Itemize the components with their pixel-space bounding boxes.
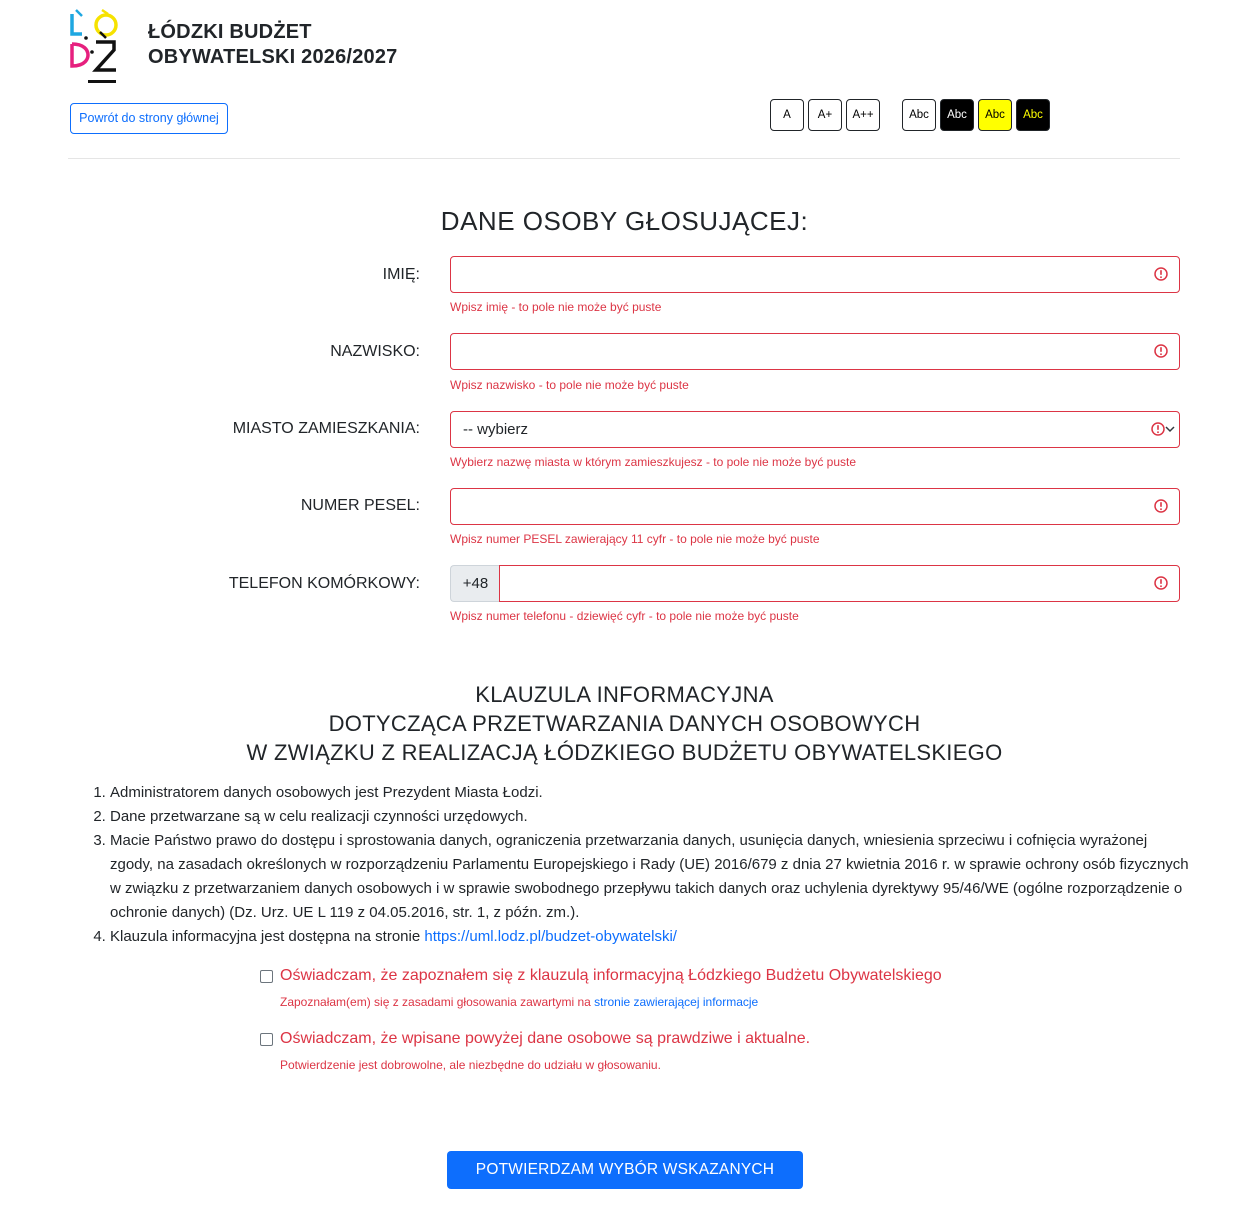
phone-field bbox=[499, 565, 1180, 602]
error-icon bbox=[1154, 576, 1168, 590]
city-error: Wybierz nazwę miasta w którym zamieszkujesz - to pole nie może być puste bbox=[450, 455, 857, 469]
pesel-input[interactable] bbox=[451, 489, 1179, 524]
first-name-input[interactable] bbox=[451, 257, 1179, 292]
chevron-down-icon bbox=[1165, 424, 1175, 434]
clause-link[interactable]: https://uml.lodz.pl/budzet-obywatelski/ bbox=[424, 928, 677, 945]
consent-data-help: Potwierdzenie jest dobrowolne, ale niezbędne do udziału w głosowaniu. bbox=[280, 1058, 661, 1072]
contrast-black-white-button[interactable]: Abc bbox=[940, 99, 974, 131]
consent-clause-help-text: Zapoznałam(em) się z zasadami głosowania zawartymi na bbox=[280, 995, 591, 1009]
error-icon bbox=[1151, 422, 1165, 436]
city-select[interactable] bbox=[450, 411, 1180, 448]
consent-data-label[interactable]: Oświadczam, że wpisane powyżej dane osobowe są prawdziwe i aktualne. bbox=[280, 1030, 811, 1047]
lodz-logo bbox=[66, 8, 122, 88]
pesel-label: NUMER PESEL: bbox=[300, 497, 420, 514]
clause-list bbox=[92, 781, 1190, 949]
first-name-error: Wpisz imię - to pole nie może być puste bbox=[450, 300, 662, 314]
clause-item-4-text: Klauzula informacyjna jest dostępna na stronie bbox=[110, 928, 421, 945]
last-name-input[interactable] bbox=[451, 334, 1179, 369]
font-size-large-button[interactable]: A+ bbox=[808, 99, 842, 131]
contrast-yellow-black-button[interactable]: Abc bbox=[978, 99, 1012, 131]
font-size-xlarge-button[interactable]: A++ bbox=[846, 99, 880, 131]
font-size-normal-button[interactable]: A bbox=[770, 99, 804, 131]
phone-input[interactable] bbox=[500, 566, 1179, 601]
pesel-error: Wpisz numer PESEL zawierający 11 cyfr - to pole nie może być puste bbox=[450, 532, 820, 546]
first-name-label: IMIĘ: bbox=[382, 266, 420, 283]
consent-data-checkbox[interactable] bbox=[260, 1033, 273, 1046]
clause-item-3: 3. Macie Państwo prawo do dostępu i sprostowania danych, ograniczenia przetwarzania danych, usunięcia danych, wniesienia sprzeciwu i cofnięcia wyrażonej zgody, na zasadach określonych w rozporządzeniu Parlamentu Europejskiego i Rady (UE) 2016/679 z dnia 27 kwietnia 2016 r. w sprawie ochrony osób fizycznych w związku z przetwarzaniem danych osobowych i w sprawie swobodnego przepływu takich danych oraz uchylenia dyrektywy 95/46/WE (ogólne rozporządzenie o ochronie danych) (Dz. Urz. UE L 119 z 04.05.2016, str. 1, z późn. zm.). bbox=[110, 829, 1190, 925]
header-divider bbox=[68, 158, 1180, 159]
last-name-field bbox=[450, 333, 1180, 370]
clause-item-4 bbox=[110, 925, 1190, 949]
back-to-home-button[interactable]: Powrót do strony głównej bbox=[70, 103, 228, 134]
pesel-field bbox=[450, 488, 1180, 525]
contrast-default-button[interactable]: Abc bbox=[902, 99, 936, 131]
city-label: MIASTO ZAMIESZKANIA: bbox=[232, 420, 420, 437]
last-name-label: NAZWISKO: bbox=[330, 343, 420, 360]
site-title-line1: ŁÓDZKI BUDŻET bbox=[148, 21, 312, 43]
confirm-selection-button[interactable]: POTWIERDZAM WYBÓR WSKAZANYCH PROJEKTÓW bbox=[447, 1151, 803, 1189]
contrast-black-yellow-button[interactable]: Abc bbox=[1016, 99, 1050, 131]
site-title-line2: OBYWATELSKI 2026/2027 bbox=[148, 46, 398, 68]
first-name-field bbox=[450, 256, 1180, 293]
error-icon bbox=[1154, 344, 1168, 358]
clause-item-2: 2. Dane przetwarzane są w celu realizacji czynności urzędowych. bbox=[110, 805, 1190, 829]
clause-title bbox=[0, 680, 1249, 767]
consent-clause-help bbox=[280, 995, 758, 1009]
city-select-value: -- wybierz bbox=[463, 421, 529, 438]
consent-clause-checkbox[interactable] bbox=[260, 970, 273, 983]
consent-clause-label[interactable]: Oświadczam, że zapoznałem się z klauzulą informacyjną Łódzkiego Budżetu Obywatelskiego bbox=[280, 967, 942, 984]
clause-item-1: 1. Administratorem danych osobowych jest Prezydent Miasta Łodzi. bbox=[110, 781, 1190, 805]
phone-prefix: +48 bbox=[450, 565, 500, 602]
voter-data-title: DANE OSOBY GŁOSUJĄCEJ: bbox=[440, 206, 809, 236]
phone-error: Wpisz numer telefonu - dziewięć cyfr - to pole nie może być puste bbox=[450, 609, 799, 623]
clause-title-line1: KLAUZULA INFORMACYJNA bbox=[475, 682, 774, 707]
voting-rules-link[interactable]: stronie zawierającej informacje bbox=[594, 995, 759, 1009]
site-title bbox=[148, 20, 397, 70]
clause-title-line3: W ZWIĄZKU Z REALIZACJĄ ŁÓDZKIEGO BUDŻETU OBYWATELSKIEGO bbox=[246, 740, 1003, 765]
phone-label: TELEFON KOMÓRKOWY: bbox=[228, 575, 420, 592]
clause-title-line2: DOTYCZĄCA PRZETWARZANIA DANYCH OSOBOWYCH bbox=[328, 711, 921, 736]
error-icon bbox=[1154, 499, 1168, 513]
last-name-error: Wpisz nazwisko - to pole nie może być puste bbox=[450, 378, 689, 392]
error-icon bbox=[1154, 267, 1168, 281]
